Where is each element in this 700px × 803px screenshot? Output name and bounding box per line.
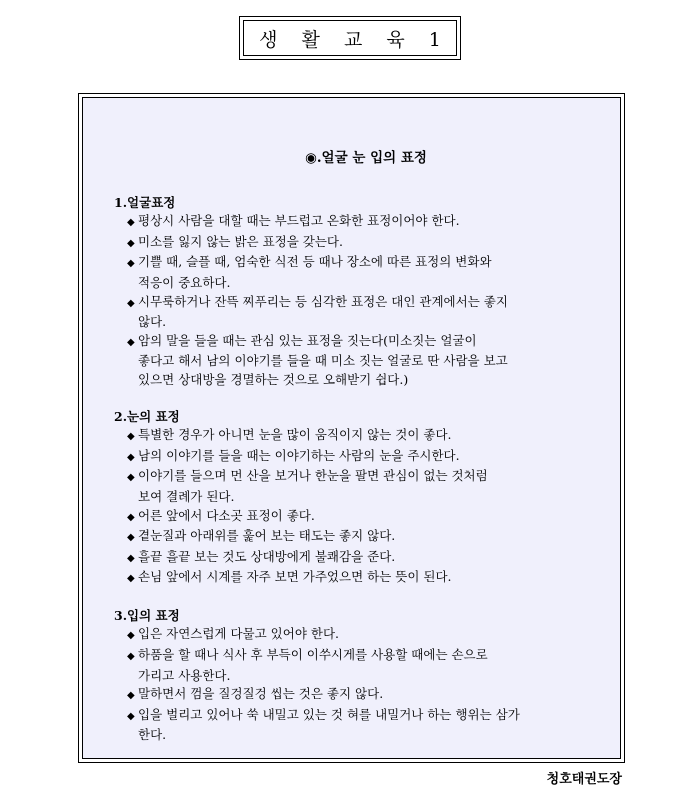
- content-panel: [82, 97, 621, 759]
- item-text: 않다.: [138, 314, 167, 330]
- footer-signature: 청호태권도장: [546, 772, 622, 787]
- diamond-bullet-icon: ◆: [127, 552, 135, 564]
- list-item: [114, 646, 584, 685]
- diamond-bullet-icon: ◆: [127, 237, 135, 249]
- diamond-bullet-icon: ◆: [127, 710, 135, 722]
- list-item: [114, 447, 584, 468]
- section: [114, 607, 584, 745]
- list-item: [114, 548, 584, 569]
- list-item: [114, 233, 584, 254]
- diamond-bullet-icon: ◆: [127, 258, 135, 270]
- item-text: 손님 앞에서 시계를 자주 보면 가주었으면 하는 뜻이 된다.: [138, 569, 452, 585]
- item-text: 가리고 사용한다.: [138, 667, 231, 683]
- list-item: [114, 467, 584, 506]
- list-item: [114, 527, 584, 548]
- diamond-bullet-icon: ◆: [127, 651, 135, 663]
- item-text: 입은 자연스럽게 다물고 있어야 한다.: [138, 626, 339, 642]
- list-item: [114, 426, 584, 447]
- item-text: 하품을 할 때나 식사 후 부득이 이쑤시게를 사용할 때에는 손으로: [138, 647, 488, 663]
- diamond-bullet-icon: ◆: [127, 431, 135, 443]
- item-text: 보여 결례가 된다.: [138, 488, 235, 504]
- item-text: 있으면 상대방을 경멸하는 것으로 오해받기 쉽다.): [138, 371, 409, 387]
- list-item: [114, 293, 584, 332]
- diamond-bullet-icon: ◆: [127, 630, 135, 642]
- content-body: [114, 149, 584, 763]
- list-item: [114, 706, 584, 745]
- section-title: 1.얼굴표정: [114, 194, 176, 210]
- list-item: [114, 685, 584, 706]
- diamond-bullet-icon: ◆: [127, 690, 135, 702]
- list-item: [114, 332, 584, 390]
- item-text: 미소를 잃지 않는 밝은 표정을 갖는다.: [138, 233, 343, 249]
- section: [114, 408, 584, 589]
- item-text: 한다.: [138, 727, 167, 743]
- item-text: 입을 벌리고 있어나 쑥 내밀고 있는 것 혀를 내밀거나 하는 행위는 삼가: [138, 706, 520, 722]
- diamond-bullet-icon: ◆: [127, 532, 135, 544]
- main-heading: ◉.얼굴 눈 입의 표정: [305, 150, 427, 166]
- list-item: [114, 568, 584, 589]
- item-text: 적응이 중요하다.: [138, 274, 231, 290]
- item-text: 어른 앞에서 다소곳 표정이 좋다.: [138, 507, 315, 523]
- item-text: 평상시 사람을 대할 때는 부드럽고 온화한 표정이어야 한다.: [138, 213, 460, 229]
- item-text: 흘끝 흘끝 보는 것도 상대방에게 불쾌감을 준다.: [138, 548, 396, 564]
- item-text: 좋다고 해서 남의 이야기를 들을 때 미소 짓는 얼굴로 딴 사람을 보고: [138, 353, 508, 369]
- content-frame: [78, 93, 625, 763]
- diamond-bullet-icon: ◆: [127, 573, 135, 585]
- item-text: 말하면서 껌을 질겅질겅 씹는 것은 좋지 않다.: [138, 686, 384, 702]
- diamond-bullet-icon: ◆: [127, 451, 135, 463]
- page-title: 생 활 교 육 1: [243, 20, 457, 56]
- list-item: [114, 253, 584, 292]
- item-text: 시무룩하거나 잔뜩 찌푸리는 등 심각한 표정은 대인 관계에서는 좋지: [138, 293, 508, 309]
- diamond-bullet-icon: ◆: [127, 297, 135, 309]
- diamond-bullet-icon: ◆: [127, 511, 135, 523]
- section-title: 3.입의 표정: [114, 607, 180, 623]
- list-item: [114, 625, 584, 646]
- item-text: 곁눈질과 아래위를 훑어 보는 태도는 좋지 않다.: [138, 528, 396, 544]
- title-box: [239, 16, 461, 60]
- item-text: 기쁠 때, 슬플 때, 엄숙한 식전 등 때나 장소에 따른 표정의 변화와: [138, 254, 492, 270]
- item-text: 남의 이야기를 들을 때는 이야기하는 사람의 눈을 주시한다.: [138, 447, 460, 463]
- section-list: [114, 194, 584, 745]
- item-text: 암의 말을 들을 때는 관심 있는 표정을 짓는다(미소짓는 얼굴이: [138, 332, 477, 348]
- diamond-bullet-icon: ◆: [127, 472, 135, 484]
- section-title: 2.눈의 표정: [114, 408, 180, 424]
- diamond-bullet-icon: ◆: [127, 336, 135, 348]
- item-text: 이야기를 들으며 먼 산을 보거나 한눈을 팔면 관심이 없는 것처럼: [138, 468, 488, 484]
- list-item: [114, 212, 584, 233]
- section: [114, 194, 584, 390]
- diamond-bullet-icon: ◆: [127, 217, 135, 229]
- item-text: 특별한 경우가 아니면 눈을 많이 움직이지 않는 것이 좋다.: [138, 427, 452, 443]
- list-item: [114, 507, 584, 528]
